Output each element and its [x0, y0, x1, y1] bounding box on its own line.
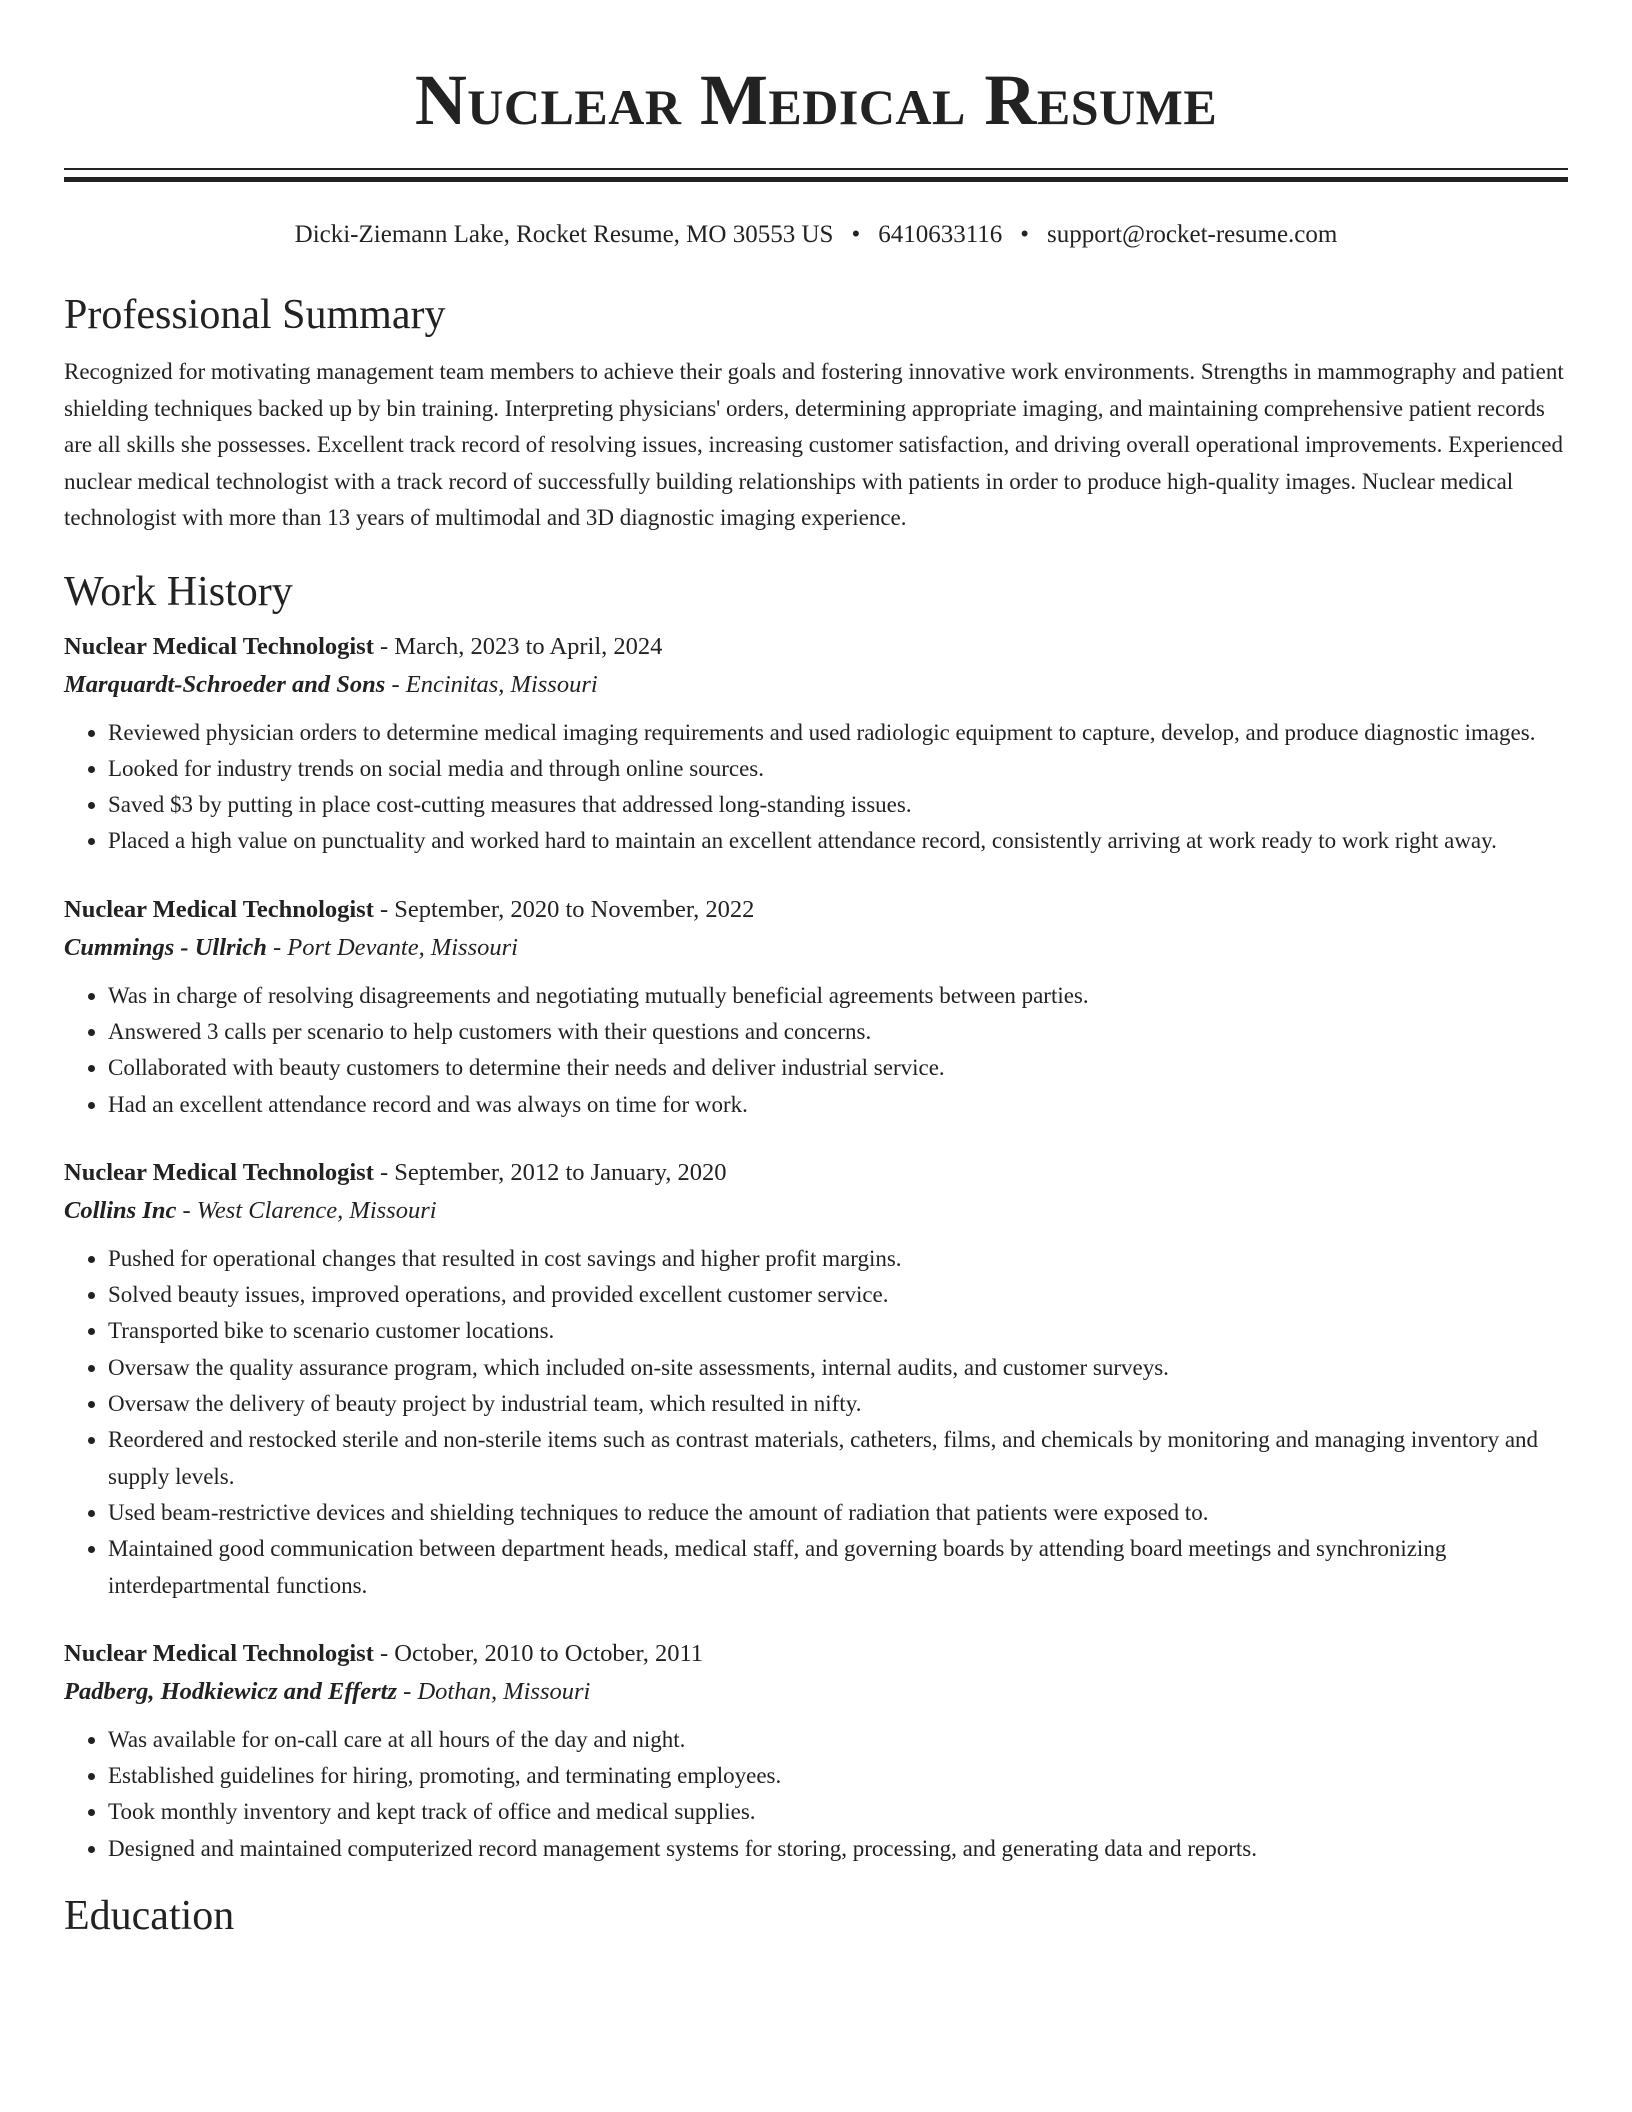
job-bullets [64, 715, 1568, 860]
job-title: Nuclear Medical Technologist [64, 1158, 374, 1186]
company-line [64, 1191, 1568, 1231]
job-title-line [64, 1636, 1568, 1672]
job-bullet: • Oversaw the delivery of beauty project by industrial team, which resulted in nifty. [108, 1386, 1568, 1422]
company-line [64, 665, 1568, 705]
job-dates: March, 2023 to April, 2024 [394, 632, 663, 660]
company-dash: - [397, 1677, 418, 1705]
job-bullet: • Answered 3 calls per scenario to help customers with their questions and concerns. [108, 1014, 1568, 1050]
job-entry [64, 892, 1568, 1123]
company-name: Collins Inc [64, 1196, 177, 1224]
job-bullet: • Used beam-restrictive devices and shielding techniques to reduce the amount of radiation that patients were exposed to. [108, 1495, 1568, 1531]
job-bullets [64, 1241, 1568, 1604]
company-location: West Clarence, Missouri [196, 1196, 437, 1224]
job-dash: - [373, 895, 395, 923]
job-bullet: • Transported bike to scenario customer locations. [108, 1313, 1568, 1349]
summary-text: Recognized for motivating management team members to achieve their goals and fostering innovative work environments. Strengths in mammography and patient shielding techniques backed up by bin training. Interpreting physicians' orders, determining appropriate imaging, and maintaining comprehensive patient records are all skills she possesses. Excellent track record of resolving issues, increasing customer satisfaction, and driving overall operational improvements. Experienced nuclear medical technologist with a track record of successfully building relationships with patients in order to produce high-quality images. Nuclear medical technologist with more than 13 years of multimodal and 3D diagnostic imaging experience. [64, 359, 1564, 530]
company-line [64, 928, 1568, 968]
contact-separator: • [1020, 221, 1030, 248]
job-bullet: • Was in charge of resolving disagreements and negotiating mutually beneficial agreements between parties. [108, 978, 1568, 1014]
company-name: Padberg, Hodkiewicz and Effertz [64, 1677, 398, 1705]
job-bullet: • Oversaw the quality assurance program, which included on-site assessments, internal audits, and customer surveys. [108, 1350, 1568, 1386]
company-dash: - [176, 1196, 197, 1224]
contact-line [64, 220, 1568, 250]
resume-title: Nuclear Medical Resume [414, 60, 1218, 140]
job-title: Nuclear Medical Technologist [64, 1639, 374, 1667]
company-line [64, 1672, 1568, 1712]
job-bullet: • Collaborated with beauty customers to determine their needs and deliver industrial service. [108, 1050, 1568, 1086]
job-bullet: • Reordered and restocked sterile and non-sterile items such as contrast materials, catheters, films, and chemicals by monitoring and managing inventory and supply levels. [108, 1422, 1568, 1495]
contact-separator: • [851, 221, 861, 248]
job-bullet: • Saved $3 by putting in place cost-cutting measures that addressed long-standing issues. [108, 787, 1568, 823]
job-dash: - [373, 632, 395, 660]
job-bullet: • Was available for on-call care at all hours of the day and night. [108, 1722, 1568, 1758]
job-bullet: • Maintained good communication between department heads, medical staff, and governing boards by attending board meetings and synchronizing interdepartmental functions. [108, 1531, 1568, 1604]
job-bullets [64, 1722, 1568, 1867]
job-entry [64, 629, 1568, 860]
job-bullet: • Pushed for operational changes that resulted in cost savings and higher profit margins. [108, 1241, 1568, 1277]
company-location: Port Devante, Missouri [287, 933, 518, 961]
contact-address: Dicki-Ziemann Lake, Rocket Resume, MO 30553 US [294, 221, 834, 248]
contact-phone: 6410633116 [878, 221, 1003, 248]
company-dash: - [266, 933, 288, 961]
title-rule-thin [64, 168, 1568, 170]
title-rule-thick [64, 177, 1568, 182]
company-dash: - [385, 670, 406, 698]
company-location: Dothan, Missouri [417, 1677, 591, 1705]
work-history-heading: Work History [64, 568, 293, 615]
job-bullet: • Reviewed physician orders to determine medical imaging requirements and used radiologic equipment to capture, develop, and produce diagnostic images. [108, 715, 1568, 751]
job-title-line [64, 1155, 1568, 1191]
job-bullet: • Had an excellent attendance record and was always on time for work. [108, 1087, 1568, 1123]
company-location: Encinitas, Missouri [405, 670, 598, 698]
job-bullet: • Designed and maintained computerized record management systems for storing, processing, and generating data and reports. [108, 1831, 1568, 1867]
job-bullets [64, 978, 1568, 1123]
contact-email: support@rocket-resume.com [1047, 221, 1338, 248]
job-title: Nuclear Medical Technologist [64, 895, 374, 923]
job-dates: September, 2012 to January, 2020 [394, 1158, 727, 1186]
job-title: Nuclear Medical Technologist [64, 632, 374, 660]
company-name: Cummings - Ullrich [64, 933, 267, 961]
job-dates: September, 2020 to November, 2022 [394, 895, 755, 923]
job-entry [64, 1155, 1568, 1604]
education-heading: Education [64, 1893, 235, 1940]
job-dates: October, 2010 to October, 2011 [394, 1639, 704, 1667]
job-title-line [64, 892, 1568, 928]
job-bullet: • Established guidelines for hiring, promoting, and terminating employees. [108, 1758, 1568, 1794]
job-dash: - [373, 1639, 395, 1667]
job-entry [64, 1636, 1568, 1867]
job-bullet: • Took monthly inventory and kept track of office and medical supplies. [108, 1794, 1568, 1830]
job-bullet: • Looked for industry trends on social media and through online sources. [108, 751, 1568, 787]
job-title-line [64, 629, 1568, 665]
job-bullet: • Placed a high value on punctuality and worked hard to maintain an excellent attendance record, consistently arriving at work ready to work right away. [108, 823, 1568, 859]
summary-heading: Professional Summary [64, 292, 446, 338]
job-dash: - [373, 1158, 395, 1186]
company-name: Marquardt-Schroeder and Sons [64, 670, 386, 698]
job-bullet: • Solved beauty issues, improved operations, and provided excellent customer service. [108, 1277, 1568, 1313]
